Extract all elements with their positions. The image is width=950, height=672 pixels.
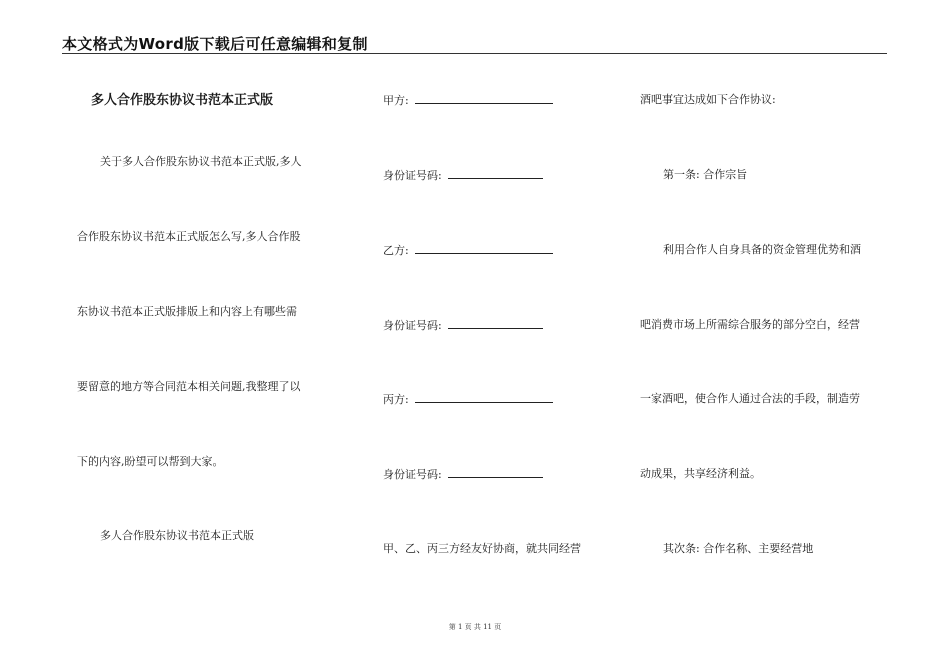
party-c-id-blank (448, 467, 543, 478)
col1-line-1: 关于多人合作股东协议书范本正式版,多人 (100, 155, 302, 168)
clause-2-heading: 其次条: 合作名称、主要经营地 (663, 542, 814, 555)
party-a-blank (415, 93, 553, 104)
col3-line-5: 一家酒吧，使合作人通过合法的手段，制造劳 (640, 392, 860, 405)
party-b-row (383, 243, 553, 258)
document-title: 多人合作股东协议书范本正式版 (91, 93, 274, 108)
party-a-row (383, 93, 553, 108)
party-a-id-label: 身份证号码: (383, 169, 442, 182)
page-footer: 第 1 页 共 11 页 (448, 623, 502, 631)
party-b-id-blank (448, 318, 543, 329)
party-a-id-blank (448, 168, 543, 179)
party-b-label: 乙方: (383, 244, 409, 257)
party-c-id-label: 身份证号码: (383, 468, 442, 481)
clause-1-heading: 第一条: 合作宗旨 (663, 168, 748, 181)
party-b-id-label: 身份证号码: (383, 319, 442, 332)
col1-line-4: 要留意的地方等合同范本相关问题,我整理了以 (77, 380, 301, 393)
party-c-row (383, 392, 553, 407)
party-c-blank (415, 392, 553, 403)
col3-line-1: 酒吧事宜达成如下合作协议: (640, 93, 776, 106)
party-c-id-row (383, 467, 543, 482)
party-b-blank (415, 243, 553, 254)
col1-line-5: 下的内容,盼望可以帮到大家。 (77, 455, 224, 468)
col3-line-4: 吧消费市场上所需综合服务的部分空白，经营 (640, 318, 860, 331)
col1-line-3: 东协议书范本正式版排版上和内容上有哪些需 (77, 305, 297, 318)
col3-line-6: 动成果，共享经济利益。 (640, 467, 761, 480)
party-b-id-row (383, 318, 543, 333)
col1-line-6: 多人合作股东协议书范本正式版 (100, 529, 254, 542)
col3-line-3: 利用合作人自身具备的资金管理优势和酒 (663, 243, 861, 256)
document-header: 本文格式为Word版下载后可任意编辑和复制 (62, 35, 368, 53)
header-divider (62, 53, 887, 54)
party-a-label: 甲方: (383, 94, 409, 107)
party-c-label: 丙方: (383, 393, 409, 406)
col2-line-7: 甲、乙、丙三方经友好协商，就共同经营 (383, 542, 581, 555)
col1-line-2: 合作股东协议书范本正式版怎么写,多人合作股 (77, 230, 301, 243)
party-a-id-row (383, 168, 543, 183)
